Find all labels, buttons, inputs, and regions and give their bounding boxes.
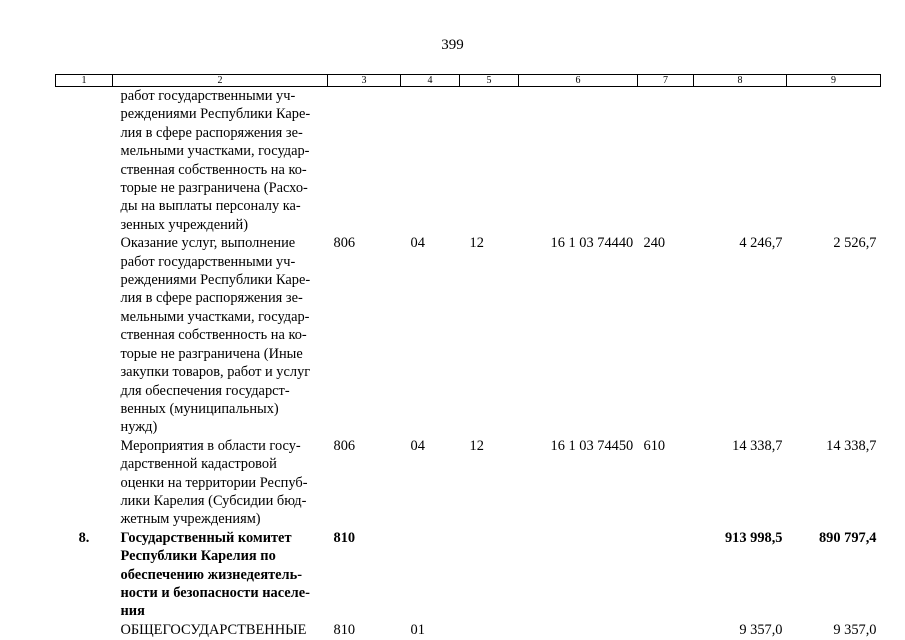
column-header-1: 1: [56, 75, 113, 87]
row-name: ОБЩЕГОСУДАРСТВЕННЫЕ: [120, 621, 307, 638]
row-number: [56, 87, 113, 235]
column-header-2: 2: [113, 75, 328, 87]
row-number: [56, 621, 113, 639]
row-subsection-code: 12: [469, 437, 484, 454]
row-ministry-code: 806: [333, 437, 356, 454]
page-number: 399: [441, 37, 464, 53]
row-section-code: 04: [410, 235, 425, 252]
row-amount-1: 913 998,5: [724, 529, 783, 546]
row-subsection-code: [460, 621, 519, 639]
row-name: Мероприятия в области госу- дарственной кадастровой оценки на территории Респуб- лики Карелия (Субсидии бюд- жетным учреждениям): [120, 437, 308, 528]
budget-table: [55, 74, 881, 639]
row-expense-type: [638, 621, 694, 639]
row-subsection-code: [460, 529, 519, 621]
table-body: [56, 87, 881, 640]
column-header-7: 7: [638, 75, 694, 87]
row-number: [56, 234, 113, 436]
row-expense-type: [638, 87, 694, 235]
row-amount-1: 4 246,7: [739, 235, 783, 252]
table-row: [56, 234, 881, 436]
row-amount-2: [787, 87, 881, 235]
row-subsection-code: [460, 87, 519, 235]
row-amount-1: 14 338,7: [732, 437, 783, 454]
row-ministry-code: [328, 87, 401, 235]
row-amount-2: 14 338,7: [826, 437, 877, 454]
row-name: Государственный комитет Республики Карелия по обеспечению жизнедеятель- ности и безопасности населе- ния: [120, 529, 310, 620]
column-header-8: 8: [694, 75, 787, 87]
row-ministry-code: 806: [333, 235, 356, 252]
row-section-code: 01: [410, 621, 425, 638]
row-name: работ государственными уч- реждениями Республики Каре- лия в сфере распоряжения зе- мельными участками, государ- ственная собственность на ко- торые не разграничена (Расхо- ды на выплаты персоналу ка- зенных учреждений): [120, 88, 311, 233]
column-header-9: 9: [787, 75, 881, 87]
table-row: [56, 621, 881, 639]
row-section-code: 04: [410, 437, 425, 454]
row-amount-1: [694, 87, 787, 235]
column-header-5: 5: [460, 75, 519, 87]
row-amount-2: 2 526,7: [833, 235, 877, 252]
row-target-article: [519, 87, 638, 235]
table-row: [56, 437, 881, 529]
row-amount-2: 890 797,4: [818, 529, 877, 546]
row-section-code: [401, 529, 460, 621]
budget-table-container: [55, 74, 880, 639]
row-section-code: [401, 87, 460, 235]
column-header-6: 6: [519, 75, 638, 87]
column-header-4: 4: [401, 75, 460, 87]
row-amount-1: 9 357,0: [739, 621, 783, 638]
row-expense-type: [638, 529, 694, 621]
row-amount-2: 9 357,0: [833, 621, 877, 638]
row-ministry-code: 810: [333, 529, 356, 546]
column-header-3: 3: [328, 75, 401, 87]
table-header: [56, 75, 881, 87]
row-target-article: 16 1 03 74450: [550, 437, 634, 454]
row-number: 8.: [78, 529, 90, 546]
row-target-article: 16 1 03 74440: [550, 235, 634, 252]
row-target-article: [519, 621, 638, 639]
table-row: [56, 87, 881, 235]
row-subsection-code: 12: [469, 235, 484, 252]
table-row: [56, 529, 881, 621]
row-expense-type: 610: [643, 437, 666, 454]
row-expense-type: 240: [643, 235, 666, 252]
row-target-article: [519, 529, 638, 621]
row-number: [56, 437, 113, 529]
column-number-row: [56, 75, 881, 87]
row-ministry-code: 810: [333, 621, 356, 638]
row-name: Оказание услуг, выполнение работ государственными уч- реждениями Республики Каре- лия в сфере распоряжения зе- мельными участками, государ- ственная собственность на ко- торые не разграничена (Иные закупки товаров, работ и услуг для обеспечения государст- венных (муниципальных) нужд): [120, 235, 311, 436]
